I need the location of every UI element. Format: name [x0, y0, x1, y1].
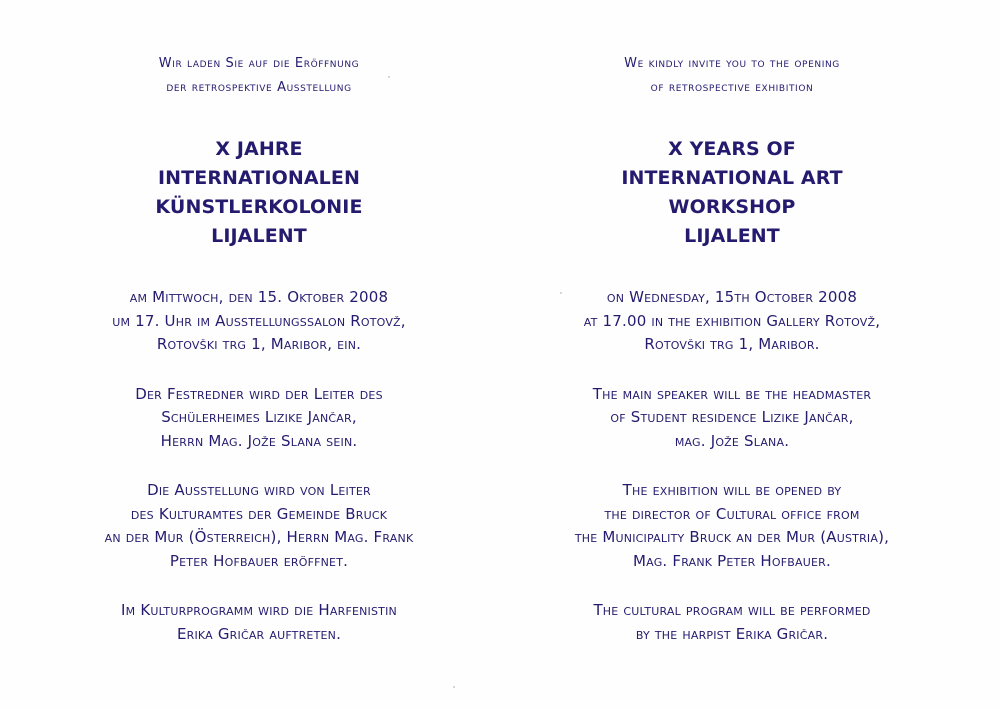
german-title-line: KÜNSTLERKOLONIE	[155, 196, 363, 218]
english-intro	[492, 52, 972, 100]
german-title	[19, 135, 499, 251]
english-date-block	[492, 286, 972, 357]
english-title	[492, 135, 972, 251]
english-speaker-block	[492, 383, 972, 454]
paper-speck	[388, 76, 390, 78]
english-date-line: Rotovški trg 1, Maribor.	[644, 335, 820, 353]
english-speaker-line: The main speaker will be the headmaster	[592, 384, 872, 403]
german-speaker-block	[19, 383, 499, 454]
paper-speck	[560, 292, 562, 294]
german-speaker-line: Der Festredner wird der Leiter des	[135, 384, 383, 403]
english-program-line: The cultural program will be performed	[593, 601, 871, 619]
german-program-block	[19, 599, 499, 646]
german-date-line: am Mittwoch, den 15. Oktober 2008	[129, 288, 389, 306]
german-speaker-line: Schülerheimes Lizike Jančar,	[161, 408, 357, 426]
german-intro	[19, 52, 499, 100]
german-column	[19, 52, 499, 672]
german-date-line: Rotovški trg 1, Maribor, ein.	[156, 335, 362, 353]
english-opening-line: the director of Cultural office from	[604, 504, 860, 523]
english-intro-line: of retrospective exhibition	[650, 80, 814, 95]
english-opening-line: Mag. Frank Peter Hofbauer.	[633, 551, 831, 570]
german-date-block	[19, 286, 499, 357]
german-opening-line: Die Ausstellung wird von Leiter	[147, 481, 371, 499]
english-date-line: at 17.00 in the exhibition Gallery Rotovž,	[583, 311, 881, 330]
german-opening-line: des Kulturamtes der Gemeinde Bruck	[130, 504, 388, 523]
english-date-line: on Wednesday, 15th October 2008	[606, 288, 858, 306]
english-title-line: INTERNATIONAL ART	[621, 167, 843, 189]
paper-speck	[453, 686, 455, 688]
english-intro-line: We kindly invite you to the opening	[624, 56, 840, 71]
german-title-line: X JAHRE	[215, 138, 303, 160]
english-title-line: X YEARS OF	[668, 138, 796, 160]
german-program-line: Erika Gričar auftreten.	[176, 624, 342, 643]
english-title-line: LIJALENT	[684, 225, 780, 247]
german-intro-line: Wir laden Sie auf die Eröffnung	[158, 56, 360, 71]
german-opening-block	[19, 479, 499, 573]
english-opening-line: The exhibition will be opened by	[622, 481, 842, 499]
german-title-line: INTERNATIONALEN	[158, 167, 360, 189]
english-column	[492, 52, 972, 672]
german-intro-line: der retrospektive Ausstellung	[166, 80, 352, 95]
english-speaker-line: of Student residence Lizike Jančar,	[610, 408, 854, 426]
german-title-line: LIJALENT	[211, 225, 307, 247]
english-program-line: by the harpist Erika Gričar.	[635, 624, 829, 643]
english-speaker-line: mag. Jože Slana.	[674, 431, 790, 450]
german-opening-line: Peter Hofbauer eröffnet.	[169, 551, 349, 570]
english-program-block	[492, 599, 972, 646]
german-program-line: Im Kulturprogramm wird die Harfenistin	[121, 601, 397, 619]
german-opening-line: an der Mur (Österreich), Herrn Mag. Frank	[104, 528, 414, 546]
german-speaker-line: Herrn Mag. Jože Slana sein.	[160, 431, 358, 450]
english-title-line: WORKSHOP	[668, 196, 796, 218]
english-opening-block	[492, 479, 972, 573]
german-date-line: um 17. Uhr im Ausstellungssalon Rotovž,	[112, 311, 406, 330]
english-opening-line: the Municipality Bruck an der Mur (Austria),	[574, 528, 890, 546]
